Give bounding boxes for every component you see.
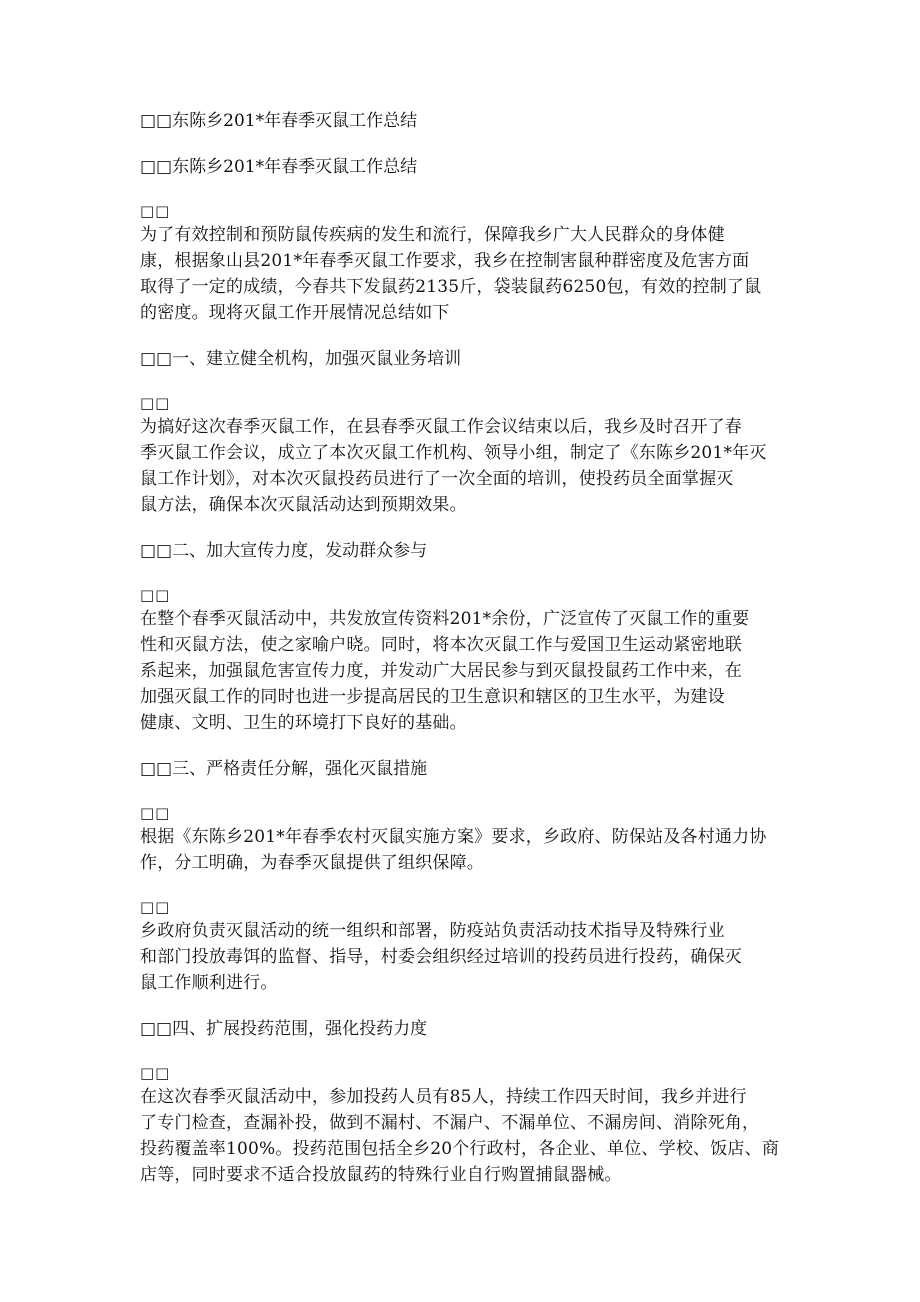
text-line: 季灭鼠工作会议，成立了本次灭鼠工作机构、领导小组，制定了《东陈乡201*年灭	[140, 443, 767, 463]
document-subtitle: □□东陈乡201*年春季灭鼠工作总结	[140, 157, 418, 177]
text-line: 在这次春季灭鼠活动中，参加投药人员有85人，持续工作四天时间，我乡并进行	[140, 1087, 747, 1107]
text-line: 鼠工作顺利进行。	[140, 973, 278, 993]
section-1-paragraph	[140, 392, 790, 518]
text-line: 鼠工作计划》，对本次灭鼠投药员进行了一次全面的培训，使投药员全面掌握灭	[140, 469, 734, 489]
paragraph-marker: □□	[140, 202, 171, 220]
text-line: 和部门投放毒饵的监督、指导，村委会组织经过培训的投药员进行投药，确保灭	[140, 947, 742, 967]
text-line: 康，根据象山县201*年春季灭鼠工作要求，我乡在控制害鼠种群密度及危害方面	[140, 251, 750, 271]
text-line: 加强灭鼠工作的同时也进一步提高居民的卫生意识和辖区的卫生水平，为建设	[140, 687, 725, 707]
text-line: 为搞好这次春季灭鼠工作，在县春季灭鼠工作会议结束以后，我乡及时召开了春	[140, 417, 742, 437]
text-line: 投药覆盖率100%。投药范围包括全乡20个行政村，各企业、单位、学校、饭店、商	[140, 1139, 780, 1159]
text-line: 根据《东陈乡201*年春季农村灭鼠实施方案》要求，乡政府、防保站及各村通力协	[140, 827, 767, 847]
text-line: 鼠方法，确保本次灭鼠活动达到预期效果。	[140, 495, 467, 515]
text-line: 店等，同时要求不适合投放鼠药的特殊行业自行购置捕鼠器械。	[140, 1165, 622, 1185]
document-page	[140, 108, 790, 1208]
section-4-paragraph	[140, 1062, 790, 1188]
text-line: 了专门检查，查漏补投，做到不漏村、不漏户、不漏单位、不漏房间、消除死角，	[140, 1113, 760, 1133]
document-title: □□东陈乡201*年春季灭鼠工作总结	[140, 111, 418, 131]
section-3-paragraph-a	[140, 802, 790, 876]
section-3-heading: □□三、严格责任分解，强化灭鼠措施	[140, 759, 428, 779]
text-line: 的密度。现将灭鼠工作开展情况总结如下	[140, 303, 450, 323]
paragraph-marker: □□	[140, 586, 171, 604]
section-3-paragraph-b	[140, 896, 790, 996]
paragraph-marker: □□	[140, 898, 171, 916]
paragraph-marker: □□	[140, 394, 171, 412]
paragraph-marker: □□	[140, 1064, 171, 1082]
text-line: 乡政府负责灭鼠活动的统一组织和部署，防疫站负责活动技术指导及特殊行业	[140, 921, 725, 941]
text-line: 取得了一定的成绩，今春共下发鼠药2135斤，袋装鼠药6250包，有效的控制了鼠	[140, 277, 762, 297]
text-line: 为了有效控制和预防鼠传疾病的发生和流行，保障我乡广大人民群众的身体健	[140, 225, 725, 245]
text-line: 作，分工明确，为春季灭鼠提供了组织保障。	[140, 853, 484, 873]
text-line: 系起来，加强鼠危害宣传力度，并发动广大居民参与到灭鼠投鼠药工作中来，在	[140, 661, 742, 681]
section-4-heading: □□四、扩展投药范围，强化投药力度	[140, 1019, 428, 1039]
paragraph-marker: □□	[140, 804, 171, 822]
text-line: 在整个春季灭鼠活动中，共发放宣传资料201*余份，广泛宣传了灭鼠工作的重要	[140, 609, 750, 629]
section-2-heading: □□二、加大宣传力度，发动群众参与	[140, 541, 428, 561]
text-line: 健康、文明、卫生的环境打下良好的基础。	[140, 713, 467, 733]
section-2-paragraph	[140, 584, 790, 736]
text-line: 性和灭鼠方法，使之家喻户晓。同时，将本次灭鼠工作与爱国卫生运动紧密地联	[140, 635, 742, 655]
section-1-heading: □□一、建立健全机构，加强灭鼠业务培训	[140, 349, 462, 369]
intro-paragraph	[140, 200, 790, 326]
